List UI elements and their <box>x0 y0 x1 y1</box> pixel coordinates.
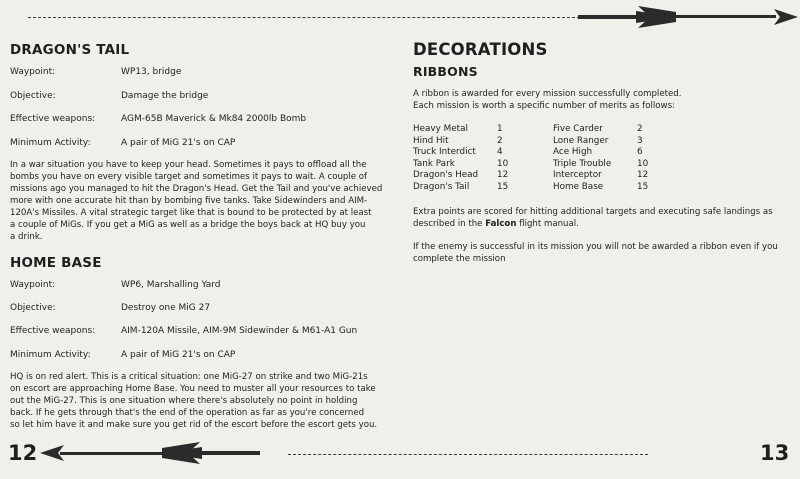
intro-line: Each mission is worth a specific number of merits as follows: <box>413 100 675 111</box>
page-title: DECORATIONS <box>413 40 548 59</box>
waypoint-label: Waypoint: <box>10 67 56 77</box>
objective-label: Objective: <box>10 303 56 313</box>
min-activity-label: Minimum Activity: <box>10 350 91 360</box>
extra-points-text: described in the <box>413 218 486 229</box>
merit-value: 4 <box>497 147 503 157</box>
mission-description <box>10 159 390 243</box>
bottom-dashed-rule <box>288 454 648 455</box>
description-line: missions ago you managed to hit the Dragon's Head. Get the Tail and you've achieved <box>10 184 383 194</box>
mission-name: Lone Ranger <box>553 135 609 146</box>
falcon-manual-name: Falcon <box>485 218 517 229</box>
objective-value: Destroy one MiG 27 <box>121 303 211 313</box>
merits-table-col2 <box>553 124 683 193</box>
merit-row <box>553 124 683 136</box>
enemy-note-line: complete the mission <box>413 253 506 264</box>
mission-name: Triple Trouble <box>553 158 612 169</box>
description-line: bombs you have on every visible target and sometimes it pays to wait. A couple of <box>10 172 368 182</box>
merit-value: 12 <box>637 170 649 180</box>
description-line: 120A's Missiles. A vital strategic target like that is bound to be protected by at least <box>10 208 372 218</box>
merit-value: 12 <box>497 170 509 180</box>
weapons-label: Effective weapons: <box>10 114 96 124</box>
weapons-value: AGM-65B Maverick & Mk84 2000lb Bomb <box>121 114 307 124</box>
mission-title: HOME BASE <box>10 255 102 271</box>
merit-row <box>413 124 543 136</box>
merits-table-col1 <box>413 124 543 193</box>
merit-row <box>413 136 543 148</box>
weapons-value: AIM-120A Missile, AIM-9M Sidewinder & M61-A1 Gun <box>121 326 358 336</box>
merit-row <box>553 147 683 159</box>
merit-value: 15 <box>637 181 649 192</box>
mission-name: Home Base <box>553 181 604 192</box>
mission-name: Ace High <box>553 147 593 157</box>
mission-name: Heavy Metal <box>413 124 468 134</box>
mission-name: Dragon's Tail <box>413 181 470 192</box>
mission-name: Interceptor <box>553 170 602 180</box>
mission-name: Tank Park <box>413 158 455 169</box>
extra-points-text: flight manual. <box>516 218 579 229</box>
missile-arrow-icon-bottom-left <box>40 442 260 466</box>
description-line: out the MiG-27. This is one situation where there's absolutely no point in holding <box>10 396 358 406</box>
waypoint-value: WP6, Marshalling Yard <box>121 280 221 290</box>
merit-value: 6 <box>637 147 643 157</box>
min-activity-value: A pair of MiG 21's on CAP <box>121 138 236 148</box>
description-line: more with one accurate hit than by bombing five tanks. Take Sidewinders and AIM- <box>10 196 368 206</box>
merit-row <box>413 159 543 171</box>
description-line: In a war situation you have to keep your head. Sometimes it pays to offload all the <box>10 160 367 170</box>
enemy-success-note <box>413 242 798 265</box>
merit-row <box>413 170 543 182</box>
objective-label: Objective: <box>10 91 56 101</box>
merit-value: 10 <box>497 158 509 169</box>
merit-value: 3 <box>637 135 643 146</box>
merit-value: 1 <box>497 124 503 134</box>
merit-value: 15 <box>497 181 509 192</box>
waypoint-value: WP13, bridge <box>121 67 182 77</box>
description-line: so let him have it and make sure you get rid of the escort before the escort gets you. <box>10 420 378 430</box>
mission-name: Truck Interdict <box>413 147 476 157</box>
merit-row <box>413 147 543 159</box>
objective-value: Damage the bridge <box>121 91 209 101</box>
merit-row <box>553 182 683 194</box>
mission-name: Dragon's Head <box>413 170 479 180</box>
merit-value: 2 <box>497 135 503 146</box>
weapons-label: Effective weapons: <box>10 326 96 336</box>
merit-row <box>553 136 683 148</box>
extra-points-line: Extra points are scored for hitting additional targets and executing safe landings as <box>413 207 773 217</box>
enemy-note-line: If the enemy is successful in its mission you will not be awarded a ribbon even if you <box>413 242 778 252</box>
intro-line: A ribbon is awarded for every mission successfully completed. <box>413 89 682 99</box>
section-subtitle: RIBBONS <box>413 64 478 79</box>
description-line: back. If he gets through that's the end of the operation as far as you're concerned <box>10 408 365 418</box>
min-activity-label: Minimum Activity: <box>10 138 91 148</box>
mission-title: DRAGON'S TAIL <box>10 42 130 58</box>
merit-row <box>413 182 543 194</box>
description-line: a drink. <box>10 232 43 242</box>
description-line: on escort are approaching Home Base. You need to muster all your resources to take <box>10 384 376 394</box>
mission-name: Hind Hit <box>413 135 449 146</box>
min-activity-value: A pair of MiG 21's on CAP <box>121 350 236 360</box>
right-page <box>400 0 800 479</box>
description-line: a couple of MiGs. If you get a MiG as well as a bridge the boys back at HQ buy you <box>10 220 366 230</box>
ribbons-intro <box>413 89 793 112</box>
merit-value: 10 <box>637 158 649 169</box>
description-line: HQ is on red alert. This is a critical situation: one MiG-27 on strike and two MiG-21s <box>10 372 368 382</box>
extra-points-note <box>413 207 798 230</box>
merit-row <box>553 170 683 182</box>
waypoint-label: Waypoint: <box>10 280 56 290</box>
extra-points-line <box>413 219 798 231</box>
merit-value: 2 <box>637 124 643 134</box>
merit-row <box>553 159 683 171</box>
mission-description <box>10 371 390 431</box>
page-number: 13 <box>760 441 790 465</box>
mission-name: Five Carder <box>553 124 603 134</box>
page-number: 12 <box>8 441 38 465</box>
